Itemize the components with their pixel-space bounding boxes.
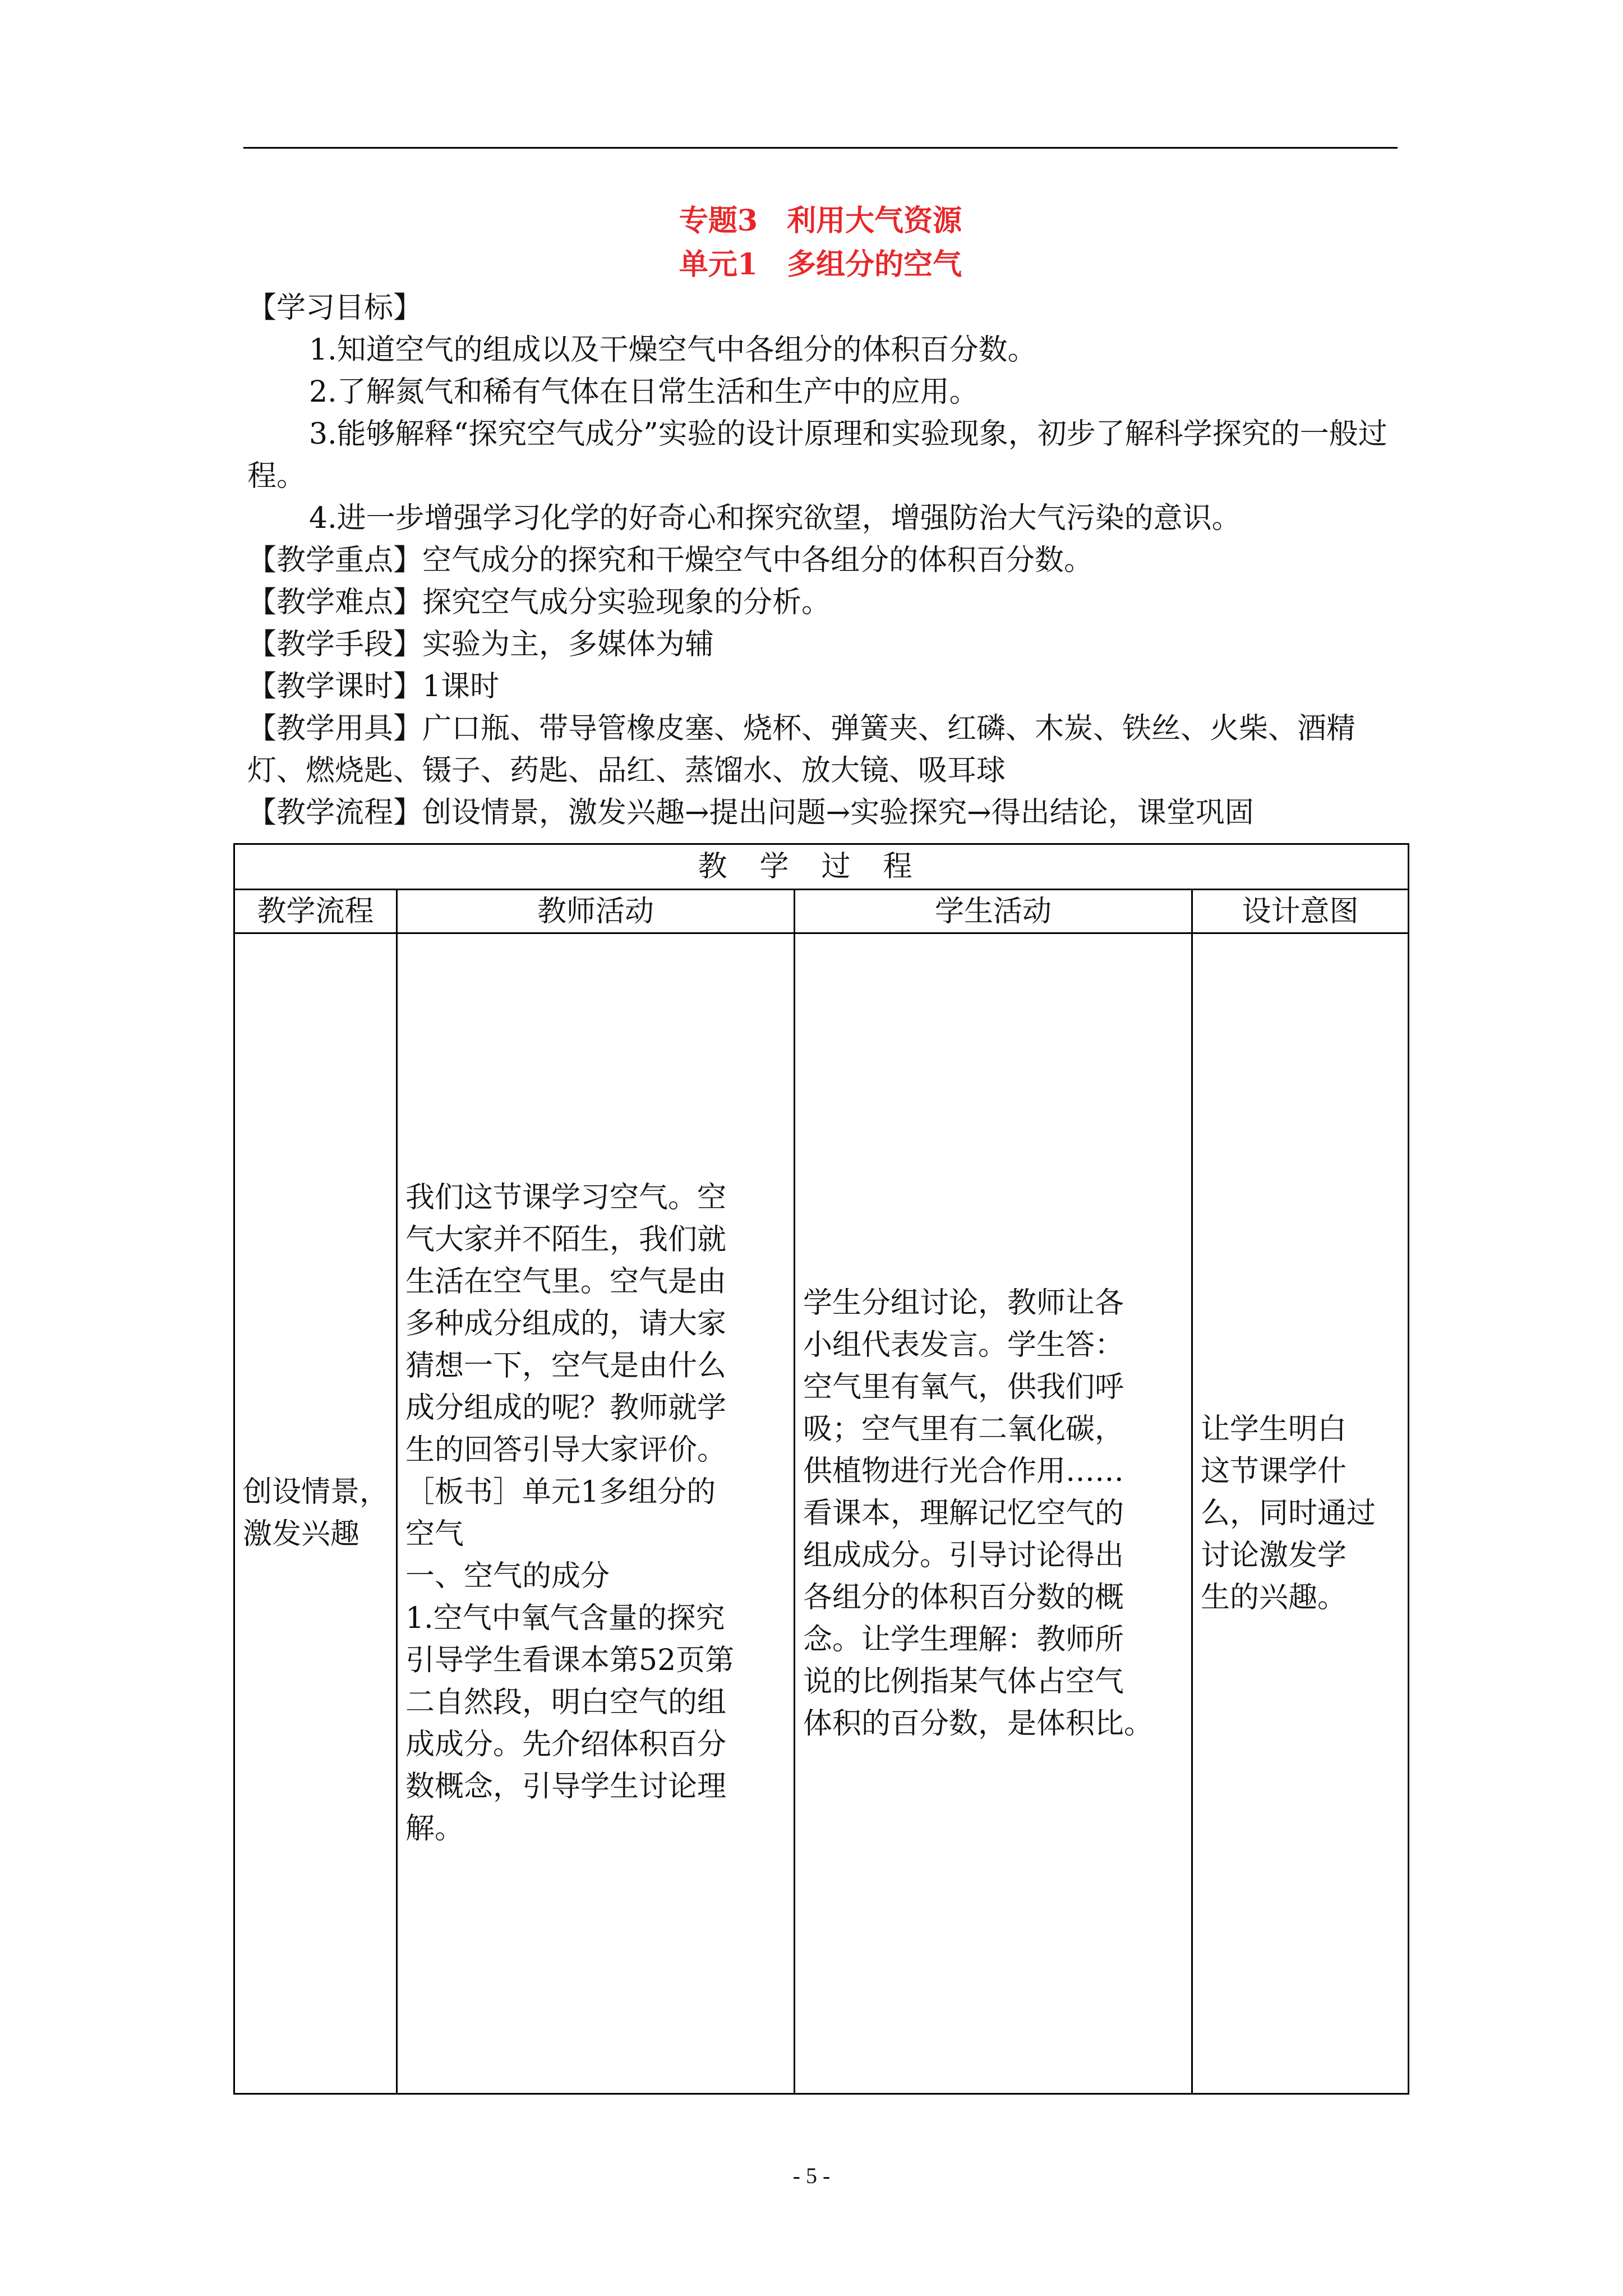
student-line: 组成成分。引导讨论得出 xyxy=(803,1538,1124,1572)
student-line: 空气里有氧气，供我们呼 xyxy=(803,1370,1124,1404)
student-line: 学生分组讨论，教师让各 xyxy=(803,1286,1124,1320)
teacher-activity-cell xyxy=(397,933,795,2094)
objectives-heading: 【学习目标】 xyxy=(247,291,423,325)
teacher-line: 一、空气的成分 xyxy=(405,1559,610,1593)
flow-line: 激发兴趣 xyxy=(243,1517,360,1551)
student-line: 供植物进行光合作用…… xyxy=(803,1454,1124,1488)
header-rule xyxy=(243,147,1398,149)
teaching-flow: 【教学流程】创设情景，激发兴趣→提出问题→实验探究→得出结论，课堂巩固 xyxy=(247,796,1254,830)
title-block xyxy=(243,199,1398,287)
teacher-line: 数概念，引导学生讨论理 xyxy=(405,1770,727,1803)
difficulty: 【教学难点】探究空气成分实验现象的分析。 xyxy=(247,586,831,619)
teacher-line: 生的回答引导大家评价。 xyxy=(405,1433,727,1467)
student-line: 吸；空气里有二氧化碳， xyxy=(803,1412,1124,1446)
header-intent: 设计意图 xyxy=(1192,890,1409,933)
topic-title: 专题3 利用大气资源 xyxy=(679,204,962,238)
student-line: 说的比例指某气体占空气 xyxy=(803,1664,1124,1699)
key-points: 【教学重点】空气成分的探究和干燥空气中各组分的体积百分数。 xyxy=(247,544,1094,577)
teaching-hours: 【教学课时】1课时 xyxy=(247,670,500,703)
teacher-line: 解。 xyxy=(405,1812,464,1846)
header-student: 学生活动 xyxy=(795,890,1192,933)
teacher-line: 引导学生看课本第52页第 xyxy=(405,1644,735,1677)
objective-item: 2.了解氮气和稀有气体在日常生活和生产中的应用。 xyxy=(309,375,979,409)
teacher-line: 成成分。先介绍体积百分 xyxy=(405,1728,727,1761)
teacher-line: 猜想一下，空气是由什么 xyxy=(405,1349,727,1383)
teacher-line: 二自然段，明白空气的组 xyxy=(405,1686,727,1719)
teaching-means: 【教学手段】实验为主，多媒体为辅 xyxy=(247,628,714,661)
objective-item: 3.能够解释“探究空气成分”实验的设计原理和实验现象，初步了解科学探究的一般过程。 xyxy=(247,417,1387,493)
teacher-line: 1.空气中氧气含量的探究 xyxy=(405,1602,725,1635)
intent-line: 生的兴趣。 xyxy=(1201,1580,1347,1614)
teacher-line: 生活在空气里。空气是由 xyxy=(405,1265,727,1299)
table-header-row xyxy=(234,890,1409,933)
student-line: 体积的百分数，是体积比。 xyxy=(803,1706,1154,1741)
student-line: 看课本，理解记忆空气的 xyxy=(803,1496,1124,1530)
intent-line: 么，同时通过 xyxy=(1201,1496,1376,1530)
table-row xyxy=(234,933,1409,2094)
header-teacher: 教师活动 xyxy=(397,890,795,933)
lesson-info xyxy=(247,287,1406,834)
teacher-line: 空气 xyxy=(405,1517,464,1551)
teacher-line: 成分组成的呢？教师就学 xyxy=(405,1391,727,1425)
page-number: - 5 - xyxy=(792,2163,831,2188)
teaching-tools: 【教学用具】广口瓶、带导管橡皮塞、烧杯、弹簧夹、红磷、木炭、铁丝、火柴、酒精灯、燃烧匙、镊子、药匙、品红、蒸馏水、放大镜、吸耳球 xyxy=(247,712,1356,788)
lesson-process-table xyxy=(233,843,1409,2095)
intent-line: 这节课学什 xyxy=(1201,1454,1347,1488)
objective-item: 1.知道空气的组成以及干燥空气中各组分的体积百分数。 xyxy=(309,333,1037,367)
flow-line: 创设情景， xyxy=(243,1475,389,1509)
objective-item: 4.进一步增强学习化学的好奇心和探究欲望，增强防治大气污染的意识。 xyxy=(309,501,1241,535)
student-line: 各组分的体积百分数的概 xyxy=(803,1580,1124,1614)
flow-cell xyxy=(234,933,397,2094)
intent-line: 讨论激发学 xyxy=(1201,1538,1347,1572)
student-line: 小组代表发言。学生答： xyxy=(803,1328,1124,1362)
student-line: 念。让学生理解：教师所 xyxy=(803,1622,1124,1657)
teacher-line: 我们这节课学习空气。空 xyxy=(405,1181,727,1214)
intent-line: 让学生明白 xyxy=(1201,1412,1347,1446)
header-flow: 教学流程 xyxy=(234,890,397,933)
table-banner: 教学过程 xyxy=(234,844,1409,890)
teacher-line: 多种成分组成的，请大家 xyxy=(405,1307,727,1341)
unit-title: 单元1 多组分的空气 xyxy=(679,247,962,282)
design-intent-cell xyxy=(1192,933,1409,2094)
teacher-line: ［板书］单元1多组分的 xyxy=(405,1475,716,1509)
teacher-line: 气大家并不陌生，我们就 xyxy=(405,1223,727,1257)
student-activity-cell xyxy=(795,933,1192,2094)
